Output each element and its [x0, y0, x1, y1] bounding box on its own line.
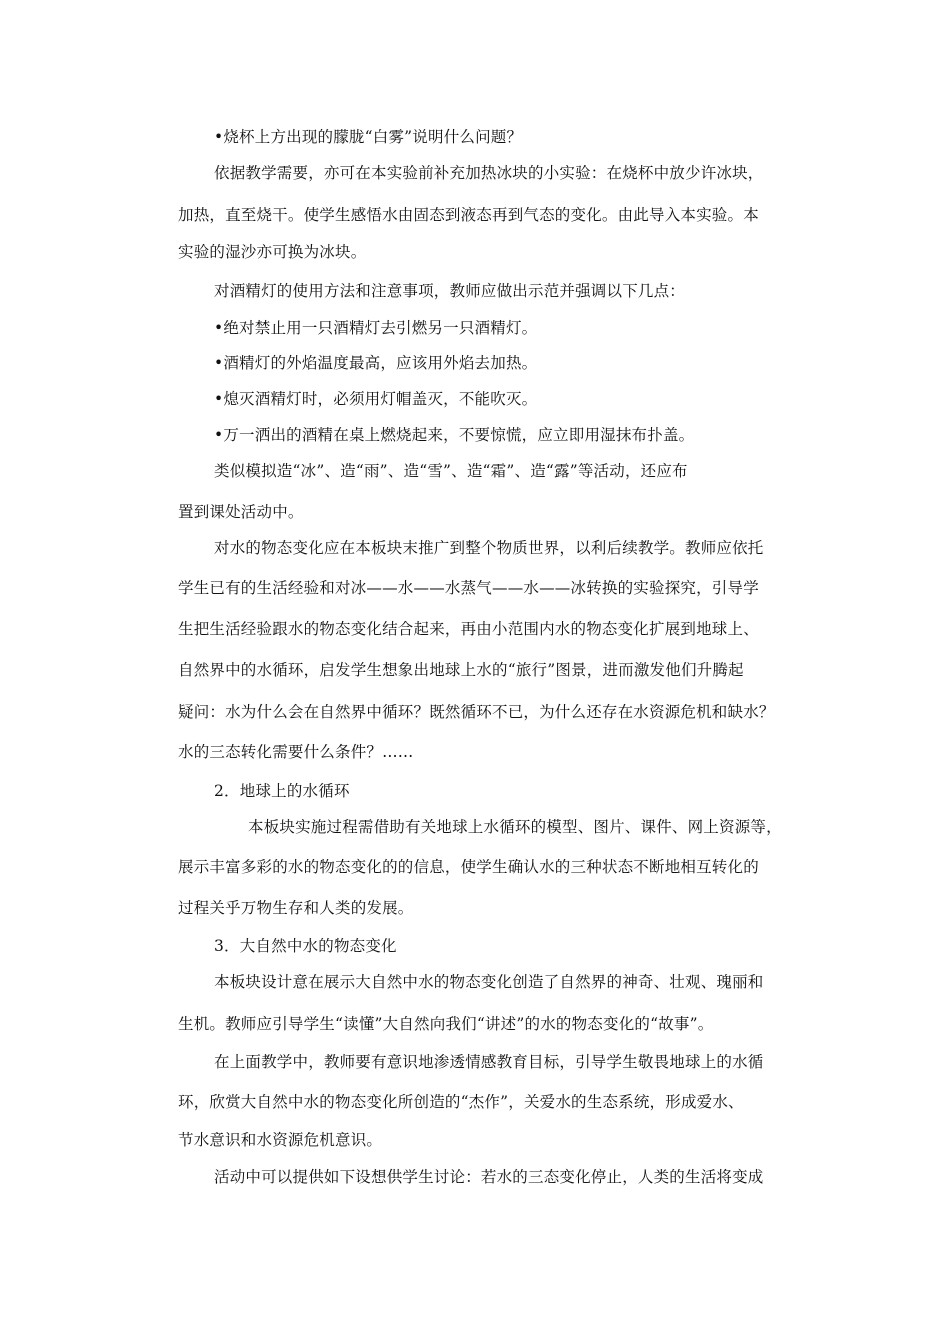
bullet-line: •酒精灯的外焰温度最高，应该用外焰去加热。 [214, 354, 538, 372]
section-heading: 2．地球上的水循环 [214, 782, 350, 800]
paragraph-line: 生把生活经验跟水的物态变化结合起来，再由小范围内水的物态变化扩展到地球上、 [178, 620, 759, 638]
paragraph-line: 本板块实施过程需借助有关地球上水循环的模型、图片、课件、网上资源等， [248, 818, 782, 836]
paragraph-line: 在上面教学中，教师要有意识地渗透情感教育目标，引导学生敬畏地球上的水循 [214, 1053, 764, 1071]
paragraph-line: 加热，直至烧干。使学生感悟水由固态到液态再到气态的变化。由此导入本实验。本 [178, 206, 759, 224]
paragraph-line: 本板块设计意在展示大自然中水的物态变化创造了自然界的神奇、壮观、瑰丽和 [214, 973, 764, 991]
paragraph-line: 展示丰富多彩的水的物态变化的的信息，使学生确认水的三种状态不断地相互转化的 [178, 858, 759, 876]
paragraph-line: 自然界中的水循环，启发学生想象出地球上水的“旅行”图景，进而激发他们升腾起 [178, 661, 744, 679]
paragraph-line: 依据教学需要，亦可在本实验前补充加热冰块的小实验：在烧杯中放少许冰块， [214, 164, 764, 182]
paragraph-line: 对水的物态变化应在本板块末推广到整个物质世界，以利后续教学。教师应依托 [214, 539, 764, 557]
paragraph-line: 实验的湿沙亦可换为冰块。 [178, 243, 367, 261]
paragraph-line: 对酒精灯的使用方法和注意事项，教师应做出示范并强调以下几点： [214, 282, 686, 300]
paragraph-line: 疑问：水为什么会在自然界中循环？既然循环不已，为什么还存在水资源危机和缺水？ [178, 703, 775, 721]
paragraph-line: 活动中可以提供如下设想供学生讨论：若水的三态变化停止，人类的生活将变成 [214, 1168, 764, 1186]
bullet-line: •熄灭酒精灯时，必须用灯帽盖灭，不能吹灭。 [214, 390, 538, 408]
paragraph-line: 置到课处活动中。 [178, 503, 304, 521]
paragraph-line: 过程关乎万物生存和人类的发展。 [178, 899, 414, 917]
paragraph-line: 生机。教师应引导学生“读懂”大自然向我们“讲述”的水的物态变化的“故事”。 [178, 1015, 714, 1033]
paragraph-line: 学生已有的生活经验和对冰——水——水蒸气——水——冰转换的实验探究，引导学 [178, 579, 759, 597]
bullet-line: •万一洒出的酒精在桌上燃烧起来，不要惊慌，应立即用湿抹布扑盖。 [214, 426, 695, 444]
paragraph-line: 环，欣赏大自然中水的物态变化所创造的“杰作”，关爱水的生态系统，形成爱水、 [178, 1093, 744, 1111]
bullet-line: •绝对禁止用一只酒精灯去引燃另一只酒精灯。 [214, 319, 538, 337]
section-heading: 3．大自然中水的物态变化 [214, 937, 397, 955]
paragraph-line: 类似模拟造“冰”、造“雨”、造“雪”、造“霜”、造“露”等活动，还应布 [214, 462, 688, 480]
paragraph-line: 水的三态转化需要什么条件？…… [178, 743, 414, 761]
bullet-line: •烧杯上方出现的朦胧“白雾”说明什么问题？ [214, 128, 523, 146]
paragraph-line: 节水意识和水资源危机意识。 [178, 1131, 383, 1149]
